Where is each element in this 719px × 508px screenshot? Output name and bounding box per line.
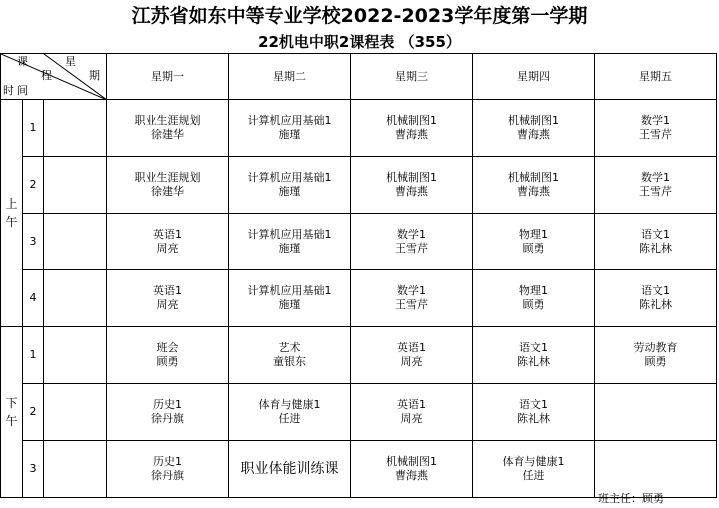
course-name: 职业生涯规划 xyxy=(134,171,201,184)
class-cell xyxy=(229,100,351,157)
half-day-char: 午 xyxy=(5,414,18,428)
class-cell xyxy=(107,157,229,214)
head-teacher: 班主任：顾勇 xyxy=(598,492,664,505)
corner-label-jian: 间 xyxy=(17,84,28,97)
class-cell xyxy=(229,157,351,214)
period-number: 1 xyxy=(23,327,44,384)
teacher-name: 童银东 xyxy=(273,355,306,368)
class-cell xyxy=(229,214,351,270)
teacher-name: 陈礼林 xyxy=(517,412,550,425)
course-name: 计算机应用基础1 xyxy=(247,114,332,127)
course-name: 班会 xyxy=(156,341,179,354)
schedule-title: 江苏省如东中等专业学校2022-2023学年度第一学期 xyxy=(131,5,588,27)
class-cell xyxy=(351,157,473,214)
corner-label-cheng: 程 xyxy=(41,69,52,82)
corner-cell xyxy=(1,54,107,100)
class-cell xyxy=(595,327,717,384)
teacher-name: 徐丹旗 xyxy=(151,412,184,425)
course-name: 物理1 xyxy=(519,227,548,241)
teacher-name: 周亮 xyxy=(400,355,423,368)
course-name: 英语1 xyxy=(153,227,182,241)
schedule-row xyxy=(1,100,717,157)
teacher-name: 顾勇 xyxy=(156,355,179,368)
course-name: 物理1 xyxy=(519,284,548,297)
timetable xyxy=(0,53,717,498)
course-name: 数学1 xyxy=(397,227,426,241)
course-name: 语文1 xyxy=(641,227,670,241)
course-name: 机械制图1 xyxy=(508,114,559,127)
course-name: 英语1 xyxy=(397,398,426,411)
teacher-name: 王雪芹 xyxy=(639,185,672,198)
period-number: 3 xyxy=(23,214,44,270)
course-name: 数学1 xyxy=(397,284,426,297)
class-cell xyxy=(473,270,595,327)
blank-cell xyxy=(44,157,107,214)
half-day-char: 下 xyxy=(5,396,18,410)
course-name: 语文1 xyxy=(519,341,548,354)
class-cell xyxy=(473,384,595,441)
half-day-char: 午 xyxy=(5,215,18,229)
morning-label xyxy=(1,100,23,327)
class-cell xyxy=(107,384,229,441)
class-cell xyxy=(595,214,717,270)
class-cell xyxy=(473,157,595,214)
schedule-row xyxy=(1,441,717,498)
teacher-name: 曹海燕 xyxy=(395,128,428,141)
day-header: 星期五 xyxy=(595,54,717,100)
period-number: 4 xyxy=(23,270,44,327)
class-cell xyxy=(351,384,473,441)
teacher-name: 顾勇 xyxy=(644,355,667,368)
course-name: 机械制图1 xyxy=(386,455,437,468)
teacher-name: 顾勇 xyxy=(522,241,545,255)
teacher-name: 周亮 xyxy=(400,412,423,425)
teacher-name: 徐建华 xyxy=(151,128,184,141)
teacher-name: 任进 xyxy=(278,412,301,425)
afternoon-label xyxy=(1,327,23,498)
course-name: 职业生涯规划 xyxy=(134,114,201,127)
corner-label-xing: 星 xyxy=(65,55,76,68)
teacher-name: 徐丹旗 xyxy=(151,469,184,482)
course-name: 机械制图1 xyxy=(508,171,559,184)
course-name: 劳动教育 xyxy=(633,341,678,354)
teacher-name: 王雪芹 xyxy=(395,298,428,311)
class-cell xyxy=(229,270,351,327)
class-cell xyxy=(595,441,717,498)
schedule-row xyxy=(1,384,717,441)
teacher-name: 王雪芹 xyxy=(639,128,672,141)
period-number: 3 xyxy=(23,441,44,498)
class-cell xyxy=(107,327,229,384)
teacher-name: 曹海燕 xyxy=(517,185,550,198)
schedule-row xyxy=(1,214,717,270)
blank-cell xyxy=(44,214,107,270)
class-cell xyxy=(473,327,595,384)
blank-cell xyxy=(44,441,107,498)
course-name: 语文1 xyxy=(641,284,670,297)
blank-cell xyxy=(44,100,107,157)
class-cell xyxy=(595,270,717,327)
teacher-name: 施瑾 xyxy=(278,241,301,255)
teacher-name: 曹海燕 xyxy=(517,128,550,141)
corner-label-shi: 时 xyxy=(3,84,14,97)
corner-label-ke: 课 xyxy=(17,55,28,68)
schedule-row xyxy=(1,270,717,327)
teacher-name: 徐建华 xyxy=(151,185,184,198)
course-name: 职业体能训练课 xyxy=(240,461,339,477)
course-name: 艺术 xyxy=(278,341,301,354)
blank-cell xyxy=(44,270,107,327)
class-cell xyxy=(473,441,595,498)
period-number: 1 xyxy=(23,100,44,157)
class-cell xyxy=(351,441,473,498)
teacher-name: 顾勇 xyxy=(522,298,545,311)
class-cell xyxy=(229,384,351,441)
blank-cell xyxy=(44,384,107,441)
teacher-name: 陈礼林 xyxy=(517,355,550,368)
day-header: 星期二 xyxy=(229,54,351,100)
teacher-name: 周亮 xyxy=(156,241,179,255)
class-cell xyxy=(107,214,229,270)
schedule-row xyxy=(1,327,717,384)
class-cell xyxy=(473,214,595,270)
class-cell xyxy=(595,157,717,214)
class-cell xyxy=(229,327,351,384)
course-name: 数学1 xyxy=(641,114,670,127)
class-cell xyxy=(107,270,229,327)
teacher-name: 施瑾 xyxy=(278,128,301,141)
class-cell xyxy=(595,100,717,157)
class-cell xyxy=(351,270,473,327)
corner-label-qi: 期 xyxy=(89,69,100,82)
class-cell xyxy=(229,441,351,498)
course-name: 体育与健康1 xyxy=(258,398,321,411)
class-cell xyxy=(107,100,229,157)
class-cell xyxy=(351,214,473,270)
day-header: 星期四 xyxy=(473,54,595,100)
class-cell xyxy=(351,327,473,384)
header-row xyxy=(1,54,717,100)
teacher-name: 曹海燕 xyxy=(395,185,428,198)
day-header: 星期三 xyxy=(351,54,473,100)
blank-cell xyxy=(44,327,107,384)
course-name: 历史1 xyxy=(153,455,182,468)
course-name: 机械制图1 xyxy=(386,171,437,184)
teacher-name: 任进 xyxy=(522,469,545,482)
class-cell xyxy=(107,441,229,498)
course-name: 历史1 xyxy=(153,398,182,411)
course-name: 体育与健康1 xyxy=(502,455,565,468)
class-cell xyxy=(351,100,473,157)
teacher-name: 施瑾 xyxy=(278,298,301,311)
period-number: 2 xyxy=(23,157,44,214)
class-cell xyxy=(595,384,717,441)
teacher-name: 陈礼林 xyxy=(639,241,672,255)
day-header: 星期一 xyxy=(107,54,229,100)
course-name: 英语1 xyxy=(153,284,182,297)
class-cell xyxy=(473,100,595,157)
half-day-char: 上 xyxy=(5,197,18,211)
course-name: 计算机应用基础1 xyxy=(247,171,332,184)
teacher-name: 曹海燕 xyxy=(395,469,428,482)
teacher-name: 王雪芹 xyxy=(395,241,428,255)
course-name: 计算机应用基础1 xyxy=(247,284,332,297)
course-name: 计算机应用基础1 xyxy=(247,227,332,241)
schedule-subtitle: 22机电中职2课程表 （355） xyxy=(258,33,461,51)
schedule-row xyxy=(1,157,717,214)
course-name: 英语1 xyxy=(397,341,426,354)
course-name: 数学1 xyxy=(641,171,670,184)
course-name: 语文1 xyxy=(519,398,548,411)
course-name: 机械制图1 xyxy=(386,114,437,127)
teacher-name: 周亮 xyxy=(156,298,179,311)
teacher-name: 施瑾 xyxy=(278,185,301,198)
period-number: 2 xyxy=(23,384,44,441)
teacher-name: 陈礼林 xyxy=(639,298,672,311)
